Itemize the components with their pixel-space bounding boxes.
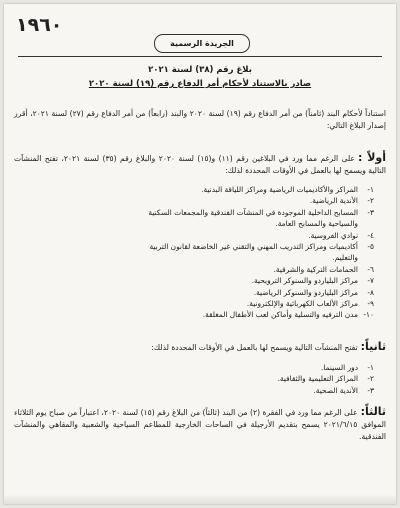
section-3-paragraph bbox=[14, 406, 386, 443]
list-item: والسياحية والمسابح العامة. bbox=[275, 219, 358, 229]
list-item: ٣-الأندية الصحية. bbox=[313, 385, 374, 395]
section-3-label: ثالثاً: bbox=[360, 405, 386, 418]
list-item: ٢-المراكز التعليمية والثقافية. bbox=[277, 374, 374, 384]
header-divider bbox=[18, 56, 382, 57]
section-3-text: على الرغم مما ورد في الفقرة (٢) من البند (ثالثاً) من البلاغ رقم (١٥) لسنة ٢٠٢٠، اعتباراً من صباح يوم الثلاثاء الموافق ٢٠٢١/٦/١٥ يسمح بتقديم الأرجيلة في الساحات الخارجية للمطاعم السياحية والشعبية والمقاهي والمنشآت الفندقية. bbox=[14, 408, 386, 441]
publication-name: الجريدة الرسمية bbox=[154, 34, 250, 53]
section-1-paragraph bbox=[14, 152, 386, 177]
list-item: ٨-مراكز البلياردو والسنوكر الرياضية. bbox=[253, 287, 374, 297]
intro-paragraph: استناداً لأحكام البند (ثامناً) من أمر الدفاع رقم (١٩) لسنة ٢٠٢٠ والبند (رابعاً) من أمر الدفاع رقم (٢٧) لسنة ٢٠٢١، أقرر إصدار البلاغ التالي: bbox=[14, 109, 387, 130]
list-item: ٧-مراكز البلياردو والسنوكر الترويحية. bbox=[251, 276, 374, 286]
section-2-text: تفتح المنشآت التالية ويسمح لها بالعمل في الأوقات المحددة لذلك: bbox=[151, 343, 358, 352]
list-item: ٢-الأندية الرياضية. bbox=[309, 196, 374, 206]
bulletin-title: بلاغ رقم (٣٨) لسنة ٢٠٢١ bbox=[148, 65, 252, 75]
bulletin-subtitle: صادر بالاستناد لأحكام أمر الدفاع رقم (١٩) لسنة ٢٠٢٠ bbox=[88, 79, 312, 89]
list-item: ١-المراكز والأكاديميات الرياضية ومراكز اللياقة البدنية. bbox=[201, 185, 374, 194]
section-1-text: على الرغم مما ورد في البلاغين رقم (١١) و(١٥) لسنة ٢٠٢٠ والبلاغ رقم (٣٥) لسنة ٢٠٢١، تفتح المنشآت التالية ويسمح لها بالعمل في الأوقات المحددة لذلك: bbox=[14, 154, 386, 175]
list-item: ٣-المسابح الداخلية الموجودة في المنشآت الفندقية والمجمعات السكنية bbox=[148, 207, 374, 217]
section-2-label: ثانياً: bbox=[360, 340, 386, 353]
section-1-list bbox=[24, 184, 374, 321]
list-item: ٦-الحمامات التركية والشرقية. bbox=[273, 264, 374, 274]
list-item: ٩-مراكز الألعاب الكهربائية والإلكترونية. bbox=[246, 299, 374, 309]
section-2-list bbox=[24, 362, 374, 396]
gazette-page bbox=[4, 4, 396, 504]
page-number: ١٩٦٠ bbox=[16, 14, 63, 36]
list-item: ١-دور السينما. bbox=[320, 363, 374, 372]
section-2-paragraph bbox=[14, 341, 386, 354]
list-item: ١٠-مدن الترفيه والتسلية وأماكن لعب الأطفال المغلقة. bbox=[202, 310, 374, 320]
section-1-label: أولاً : bbox=[357, 151, 386, 164]
list-item: ٥-أكاديميات ومراكز التدريب المهني والتقني غير الخاضعة لقانون التربية bbox=[149, 242, 374, 252]
list-item: ٤-نوادي الفروسية. bbox=[308, 230, 374, 240]
list-item: والتعليم. bbox=[332, 253, 358, 263]
page-bottom-shadow bbox=[4, 494, 396, 504]
